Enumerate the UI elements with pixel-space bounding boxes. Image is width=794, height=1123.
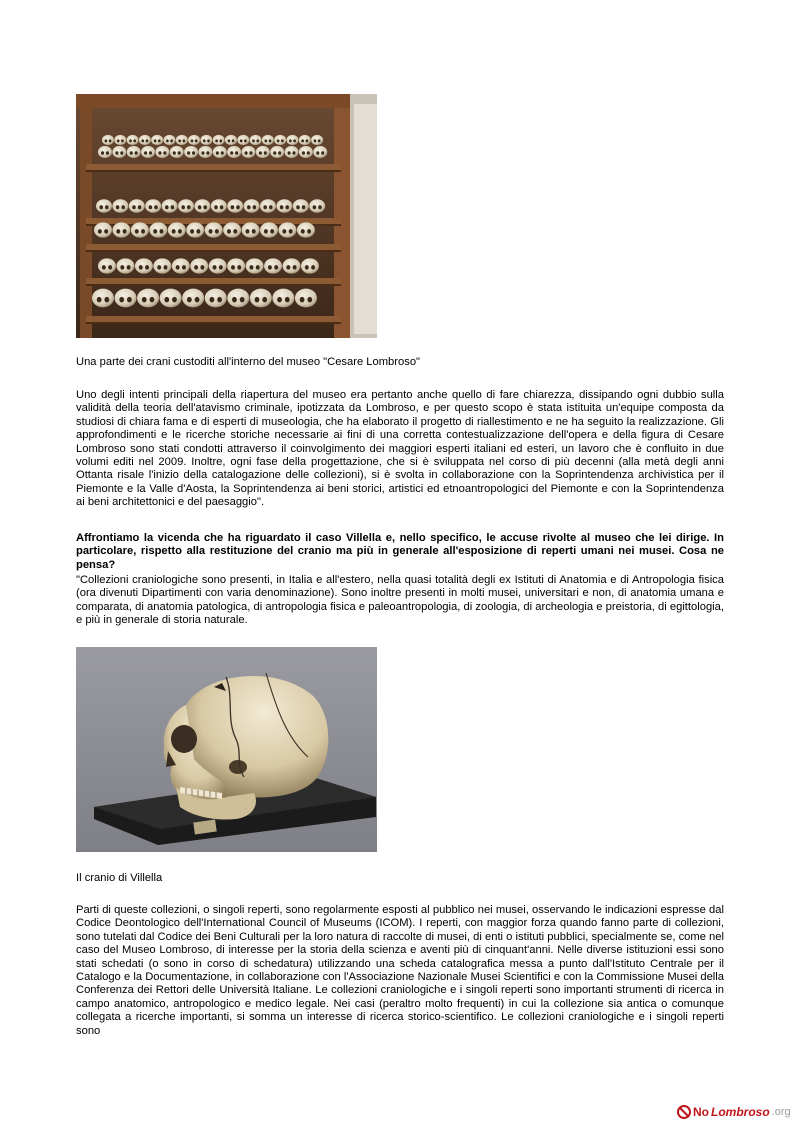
villella-skull-photo xyxy=(76,647,377,852)
skull-shelves-photo xyxy=(76,94,377,338)
interview-question: Affrontiamo la vicenda che ha riguardato il caso Villella e, nello specifico, le accuse rivolte al museo che lei dirige. In particolare, rispetto alla restituzione del cranio ma più in generale all'esposizione di reperti umani nei musei. Cosa ne pensa? xyxy=(76,532,724,571)
nolombroso-logo[interactable] xyxy=(677,1103,791,1121)
logo-lombroso-text: Lombroso xyxy=(711,1105,770,1119)
paragraph-answer: "Collezioni craniologiche sono presenti, in Italia e all'estero, nella quasi totalità degli ex Istituti di Anatomia e di Antropologia fisica (ora divenuti Dipartimenti con varia denominazione). Sono inoltre presenti in molti musei, universitari e non, di anatomia umana e comparata, di anatomia patologica, di antropologia fisica e paleoantropologia, di zoologia, di archeologia e preistoria, di egittologia, e più in generale di storia naturale. xyxy=(76,574,724,627)
no-sign-icon xyxy=(677,1105,691,1119)
photo-caption-crani: Una parte dei crani custoditi all'interno del museo "Cesare Lombroso" xyxy=(76,356,421,368)
paragraph-collections: Parti di queste collezioni, o singoli reperti, sono regolarmente esposti al pubblico nei musei, osservando le indicazioni espresse dal Codice Deontologico dell'International Council of Museums (ICOM). I reperti, con maggior forza quando fanno parte di collezioni, sono tutelati dal Codice dei Beni Culturali per la loro natura di raccolte di musei, di enti o istituti pubblici, specialmente se, come nel caso del Museo Lombroso, di interesse per la storia della scienza e aventi più di cinquant'anni. Nelle diverse istituzioni essi sono stati schedati (o sono in corso di schedatura) utilizzando una scheda catalografica messa a punto dall'Istituto Centrale per il Catalogo e la Documentazione, in collaborazione con l'Associazione Nazionale Musei Scientifici e con la Commissione Musei della Conferenza dei Rettori delle Università Italiane. Le collezioni craniologiche e i singoli reperti sono importanti strumenti di ricerca in campo anatomico, antropologico e medico legale. Nei casi (peraltro molto frequenti) in cui la collezione sia antica o comunque collegata a ricerche importanti, si somma un interesse di ricerca storico-scientifico. Le collezioni craniologiche e i singoli reperti sono xyxy=(76,904,724,1037)
logo-org-text: .org xyxy=(771,1106,791,1118)
paragraph-intro: Uno degli intenti principali della riapertura del museo era pertanto anche quello di fare chiarezza, dissipando ogni dubbio sulla validità della teoria dell'atavismo criminale, ipotizzata da Lombroso, e per questo scopo è stata istituita un'equipe composta da studiosi di chiara fama e di esperti di museologia, che ha elaborato il progetto di riallestimento e ne ha seguito la realizzazione. Gli approfondimenti e le ricerche storiche necessarie ai fini di una corretta contestualizzazione dell'opera e della figura di Cesare Lombroso sono stati condotti attraverso il coinvolgimento dei maggiori esperti italiani ed esteri, un lavoro che è confluito in due volumi editi nel 2009. Inoltre, ogni fase della progettazione, che si è sviluppata nel corso di più decenni (alla metà degli anni Ottanta risale l'inizio della catalogazione delle collezioni), si è svolta in collaborazione con la Soprintendenza archivistica per il Piemonte e la Valle d'Aosta, la Soprintendenza ai beni storici, artistici ed etnoantropologici del Piemonte e con la Soprintendenza ai beni architettonici e del paesaggio". xyxy=(76,389,724,509)
photo-caption-villella: Il cranio di Villella xyxy=(76,872,163,884)
logo-no-text: No xyxy=(693,1105,709,1119)
